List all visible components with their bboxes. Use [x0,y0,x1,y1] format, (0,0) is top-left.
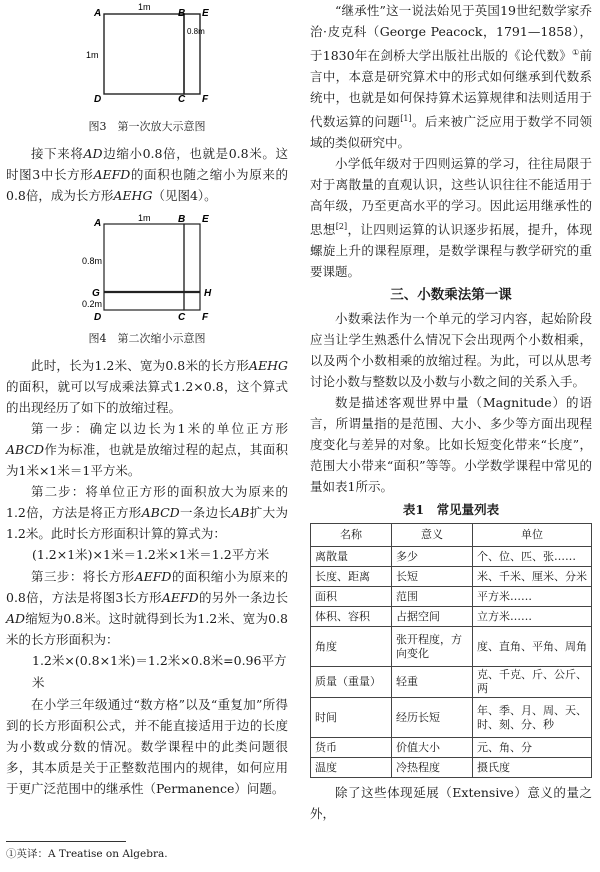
paragraph: 第三步：将长方形AEFD的面积缩小为原来的0.8倍，方法是将图3长方形AEFD的另外一条边长AD缩短为0.8米。这时就得到长为1.2米、宽为0.8米的长方形面积为： [6,569,288,647]
equation: (1.2×1米)×1米＝1.2米×1米＝1.2平方米 [32,547,270,562]
table-row [311,627,592,667]
table-cell: 克、千克、斤、公斤、两 [473,667,592,698]
label-g: G [92,288,100,299]
table-cell: 范围 [392,587,473,607]
table-row [311,738,592,758]
paragraph: 此时，长为1.2米、宽为0.8米的长方形AEHG的面积，就可以写成乘法算式1.2×0.8，这个算式的出现经历了如下的放缩过程。 [6,358,288,415]
label-e: E [202,214,209,225]
label-side-1m: 1m [86,50,99,60]
table-cell: 年、季、月、周、天、时、刻、分、秒 [473,698,592,738]
table-cell: 多少 [392,547,473,567]
square-abcd [104,224,184,310]
table-cell: 长短 [392,567,473,587]
table-cell: 平方米…… [473,587,592,607]
table-cell: 米、千米、厘米、分米 [473,567,592,587]
table-cell: 价值大小 [392,738,473,758]
label-b: B [178,8,186,19]
right-column [310,0,592,824]
table-cell: 体积、容积 [311,607,392,627]
table-cell: 个、位、匹、张…… [473,547,592,567]
table-cell: 温度 [311,758,392,778]
label-top-1m: 1m [138,2,151,12]
label-f: F [202,312,209,323]
table-cell: 占据空间 [392,607,473,627]
label-b: B [178,214,186,225]
table-header: 意义 [392,524,473,547]
table-cell: 角度 [311,627,392,667]
table-cell: 离散量 [311,547,392,567]
table-cell: 摄氏度 [473,758,592,778]
figure-4-caption: 图4 第二次缩小示意图 [88,332,206,345]
label-d: D [94,312,102,323]
paragraph: 小学低年级对于四则运算的学习，往往局限于对于离散量的直观认识，这些认识往往不能适用于高年级，乃至更高水平的学习。因此运用继承性的思想[2]，让四则运算的认识逐步拓展，提升，体现螺旋上升的课程原理，是数学课程与教学研究的重要课题。 [310,156,592,280]
paragraph: “继承性”这一说法始见于英国19世纪数学家乔治·皮克科（George Peacock，1791—1858），于1830年在剑桥大学出版社出版的《论代数》①前言中，本意是研究算术中的形式如何继承到代数系统中，也就是如何保持算术运算规律和法则适用于代数运算的问题[1]。后来被广泛应用于数学不同领域的类似研究中。 [310,3,593,151]
table-row [311,667,592,698]
table-cell: 轻重 [392,667,473,698]
common-quantities-table [310,523,592,778]
footnote: ①英译：A Treatise on Algebra. [6,848,168,860]
label-a: A [94,218,102,229]
label-f: F [202,94,209,105]
label-right-0-8m: 0.8m [187,27,205,36]
table-row [311,698,592,738]
table-row [311,567,592,587]
table-header: 名称 [311,524,392,547]
label-h: H [204,288,212,299]
label-a: A [94,8,102,19]
table-cell: 面积 [311,587,392,607]
table-row [311,547,592,567]
paragraph: 第二步：将单位正方形的面积放大为原来的1.2倍，方法是将正方形ABCD一条边长AB扩大为1.2米。此时长方形面积计算的算式为： [6,484,288,541]
footnote-divider [6,841,126,842]
table-row [311,758,592,778]
label-top-1m: 1m [138,213,151,223]
table-title: 表1 常见量列表 [402,502,500,518]
table-cell: 元、角、分 [473,738,592,758]
strip-becf [184,224,200,310]
left-column [6,0,288,799]
table-cell: 冷热程度 [392,758,473,778]
figure-3-first-enlargement-diagram [6,0,288,112]
figure-4-second-reduction-diagram [6,212,288,324]
table-cell: 时间 [311,698,392,738]
table-cell: 经历长短 [392,698,473,738]
paragraph: 接下来将AD边缩小0.8倍，也就是0.8米。这时图3中长方形AEFD的面积也随之缩小为原来的0.8倍，成为长方形AEHG（见图4）。 [6,146,288,203]
table-cell: 质量（重量） [311,667,392,698]
square-abcd [104,14,184,94]
paragraph: 数是描述客观世界中量（Magnitude）的语言，所谓量指的是范围、大小、多少等方面出现程度变化与差异的对象。比如长短变化带来“长度”，范围大小带来“面积”等等。小学数学课程中常见的量如表1所示。 [310,395,592,495]
table-row [311,587,592,607]
label-d: D [94,94,102,105]
label-side-0-8m: 0.8m [82,256,103,266]
equation: 1.2米×(0.8×1米)＝1.2米×0.8米=0.96平方米 [32,653,287,690]
label-e: E [202,8,209,19]
section-heading: 三、小数乘法第一课 [390,287,512,304]
label-c: C [178,312,186,323]
strip-becf [184,14,200,94]
label-c: C [178,94,186,105]
table-cell: 货币 [311,738,392,758]
table-cell: 长度、距离 [311,567,392,587]
table-cell: 立方米…… [473,607,592,627]
paragraph: 第一步：确定以边长为1米的单位正方形ABCD作为标准，也就是放缩过程的起点，其面积为1米×1米＝1平方米。 [6,421,288,478]
paragraph: 除了这些体现延展（Extensive）意义的量之外， [310,785,592,822]
paragraph: 小数乘法作为一个单元的学习内容，起始阶段应当让学生熟悉什么情况下会出现两个小数相乘，以及两个小数相乘的放缩过程。为此，可以从思考讨论小数与整数以及小数与小数之间的关系入手。 [310,311,592,390]
figure-3-caption: 图3 第一次放大示意图 [88,120,206,133]
label-small-0-2m: 0.2m [82,299,103,309]
table-cell: 度、直角、平角、周角 [473,627,592,667]
paragraph: 在小学三年级通过“数方格”以及“重复加”所得到的长方形面积公式，并不能直接适用于边的长度为小数或分数的情况。数学课程中的此类问题很多，其本质是关于正整数范围内的规律，如何应用于更广泛范围中的继承性（Permanence）问题。 [6,697,288,796]
table-row [311,607,592,627]
table-header: 单位 [473,524,592,547]
table-cell: 张开程度，方向变化 [392,627,473,667]
